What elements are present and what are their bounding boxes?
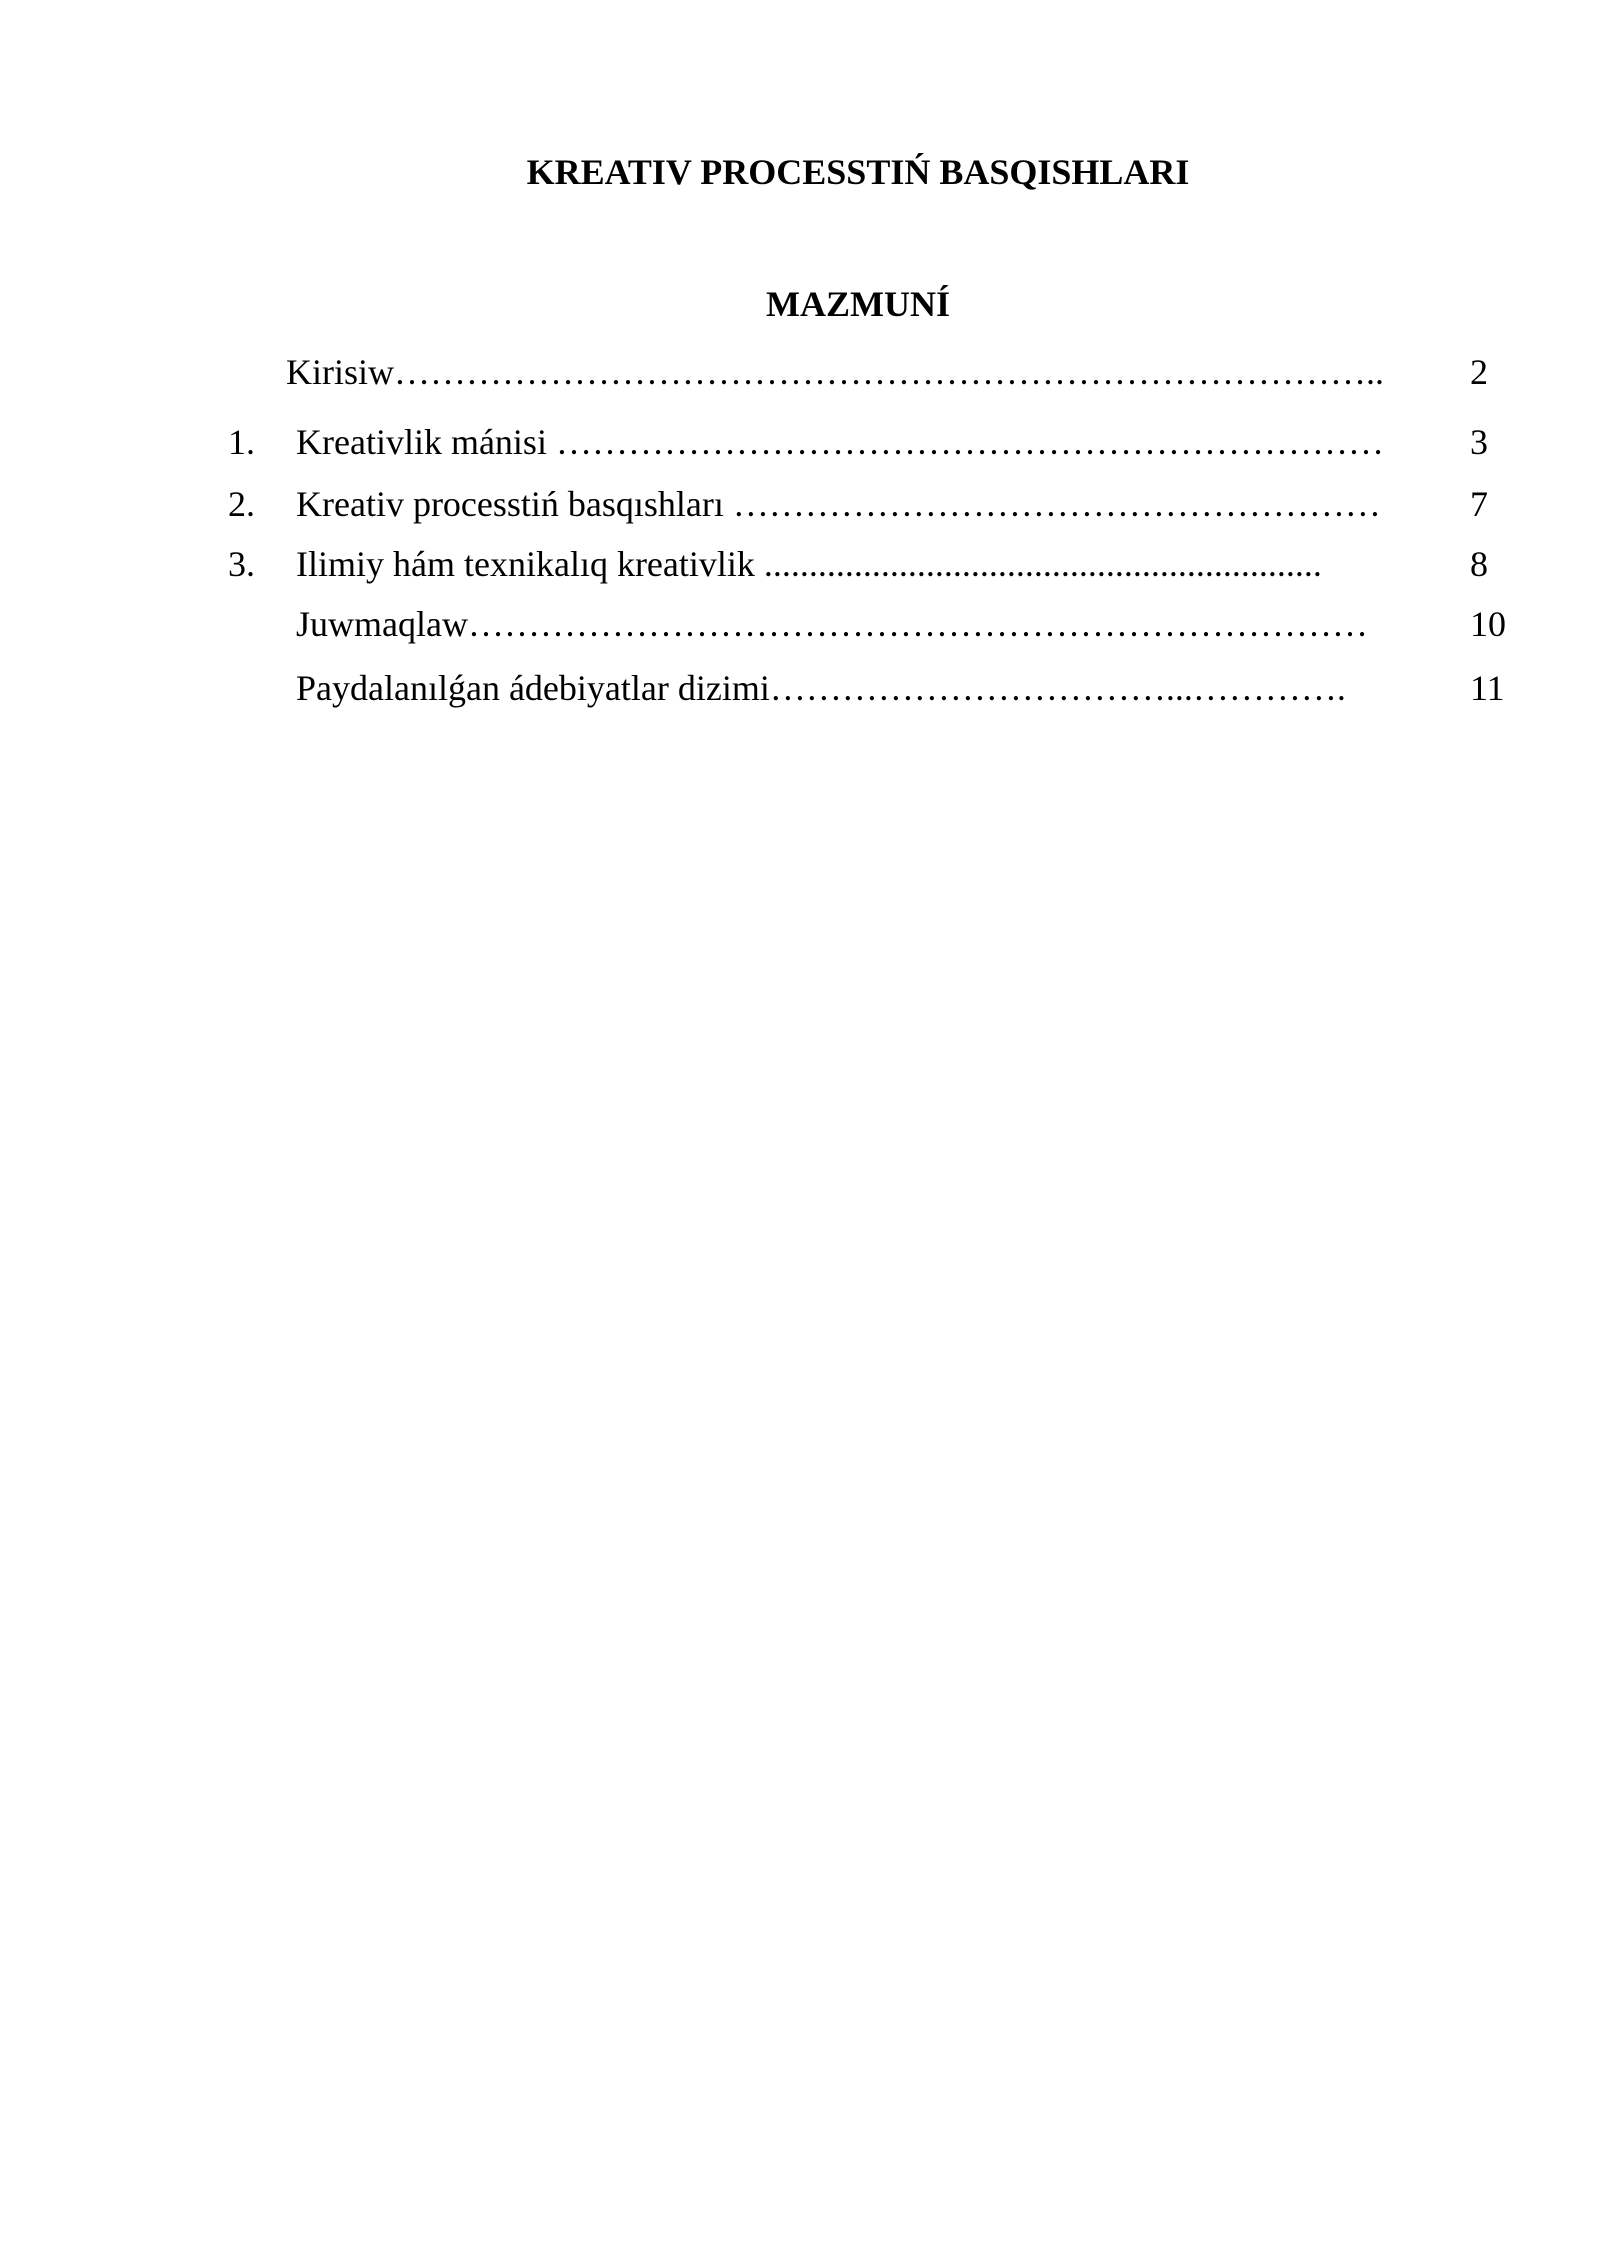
toc-entry-title: Paydalanılǵan ádebiyatlar dizimi……………………………...………….: [296, 668, 1346, 708]
toc-entry-page: 2: [1470, 352, 1488, 392]
toc-entry-number: 1.: [228, 422, 255, 462]
toc-entry-chapter-1: [0, 420, 1600, 464]
toc-entry-introduction: [0, 350, 1600, 394]
toc-entry-conclusion: [0, 602, 1600, 646]
toc-entry-title: Juwmaqlaw…………………………………………………………………: [296, 604, 1368, 644]
toc-entry-number: 3.: [228, 544, 255, 584]
toc-entry-title: Kirisiw………………………………………………………………………..: [286, 352, 1384, 392]
toc-entry-number: 2.: [228, 484, 255, 524]
toc-entry-page: 3: [1470, 422, 1488, 462]
toc-entry-title: Ilimiy hám texnikalıq kreativlik ..............................................................: [296, 544, 1322, 584]
toc-entry-chapter-2: [0, 482, 1600, 526]
toc-entry-page: 11: [1470, 668, 1505, 708]
toc-entry-title: Kreativlik mánisi ……………………………………………………………: [296, 422, 1384, 462]
toc-entry-page: 7: [1470, 484, 1488, 524]
toc-entry-page: 10: [1470, 604, 1506, 644]
toc-entry-page: 8: [1470, 544, 1488, 584]
toc-entry-bibliography: [0, 666, 1600, 710]
toc-heading: MAZMUNÍ: [766, 284, 950, 324]
document-title: KREATIV PROCESSTIŃ BASQISHLARI: [526, 152, 1190, 192]
toc-entry-title: Kreativ processtiń basqıshları ………………………………………………: [296, 484, 1381, 524]
toc-entry-chapter-3: [0, 542, 1600, 586]
